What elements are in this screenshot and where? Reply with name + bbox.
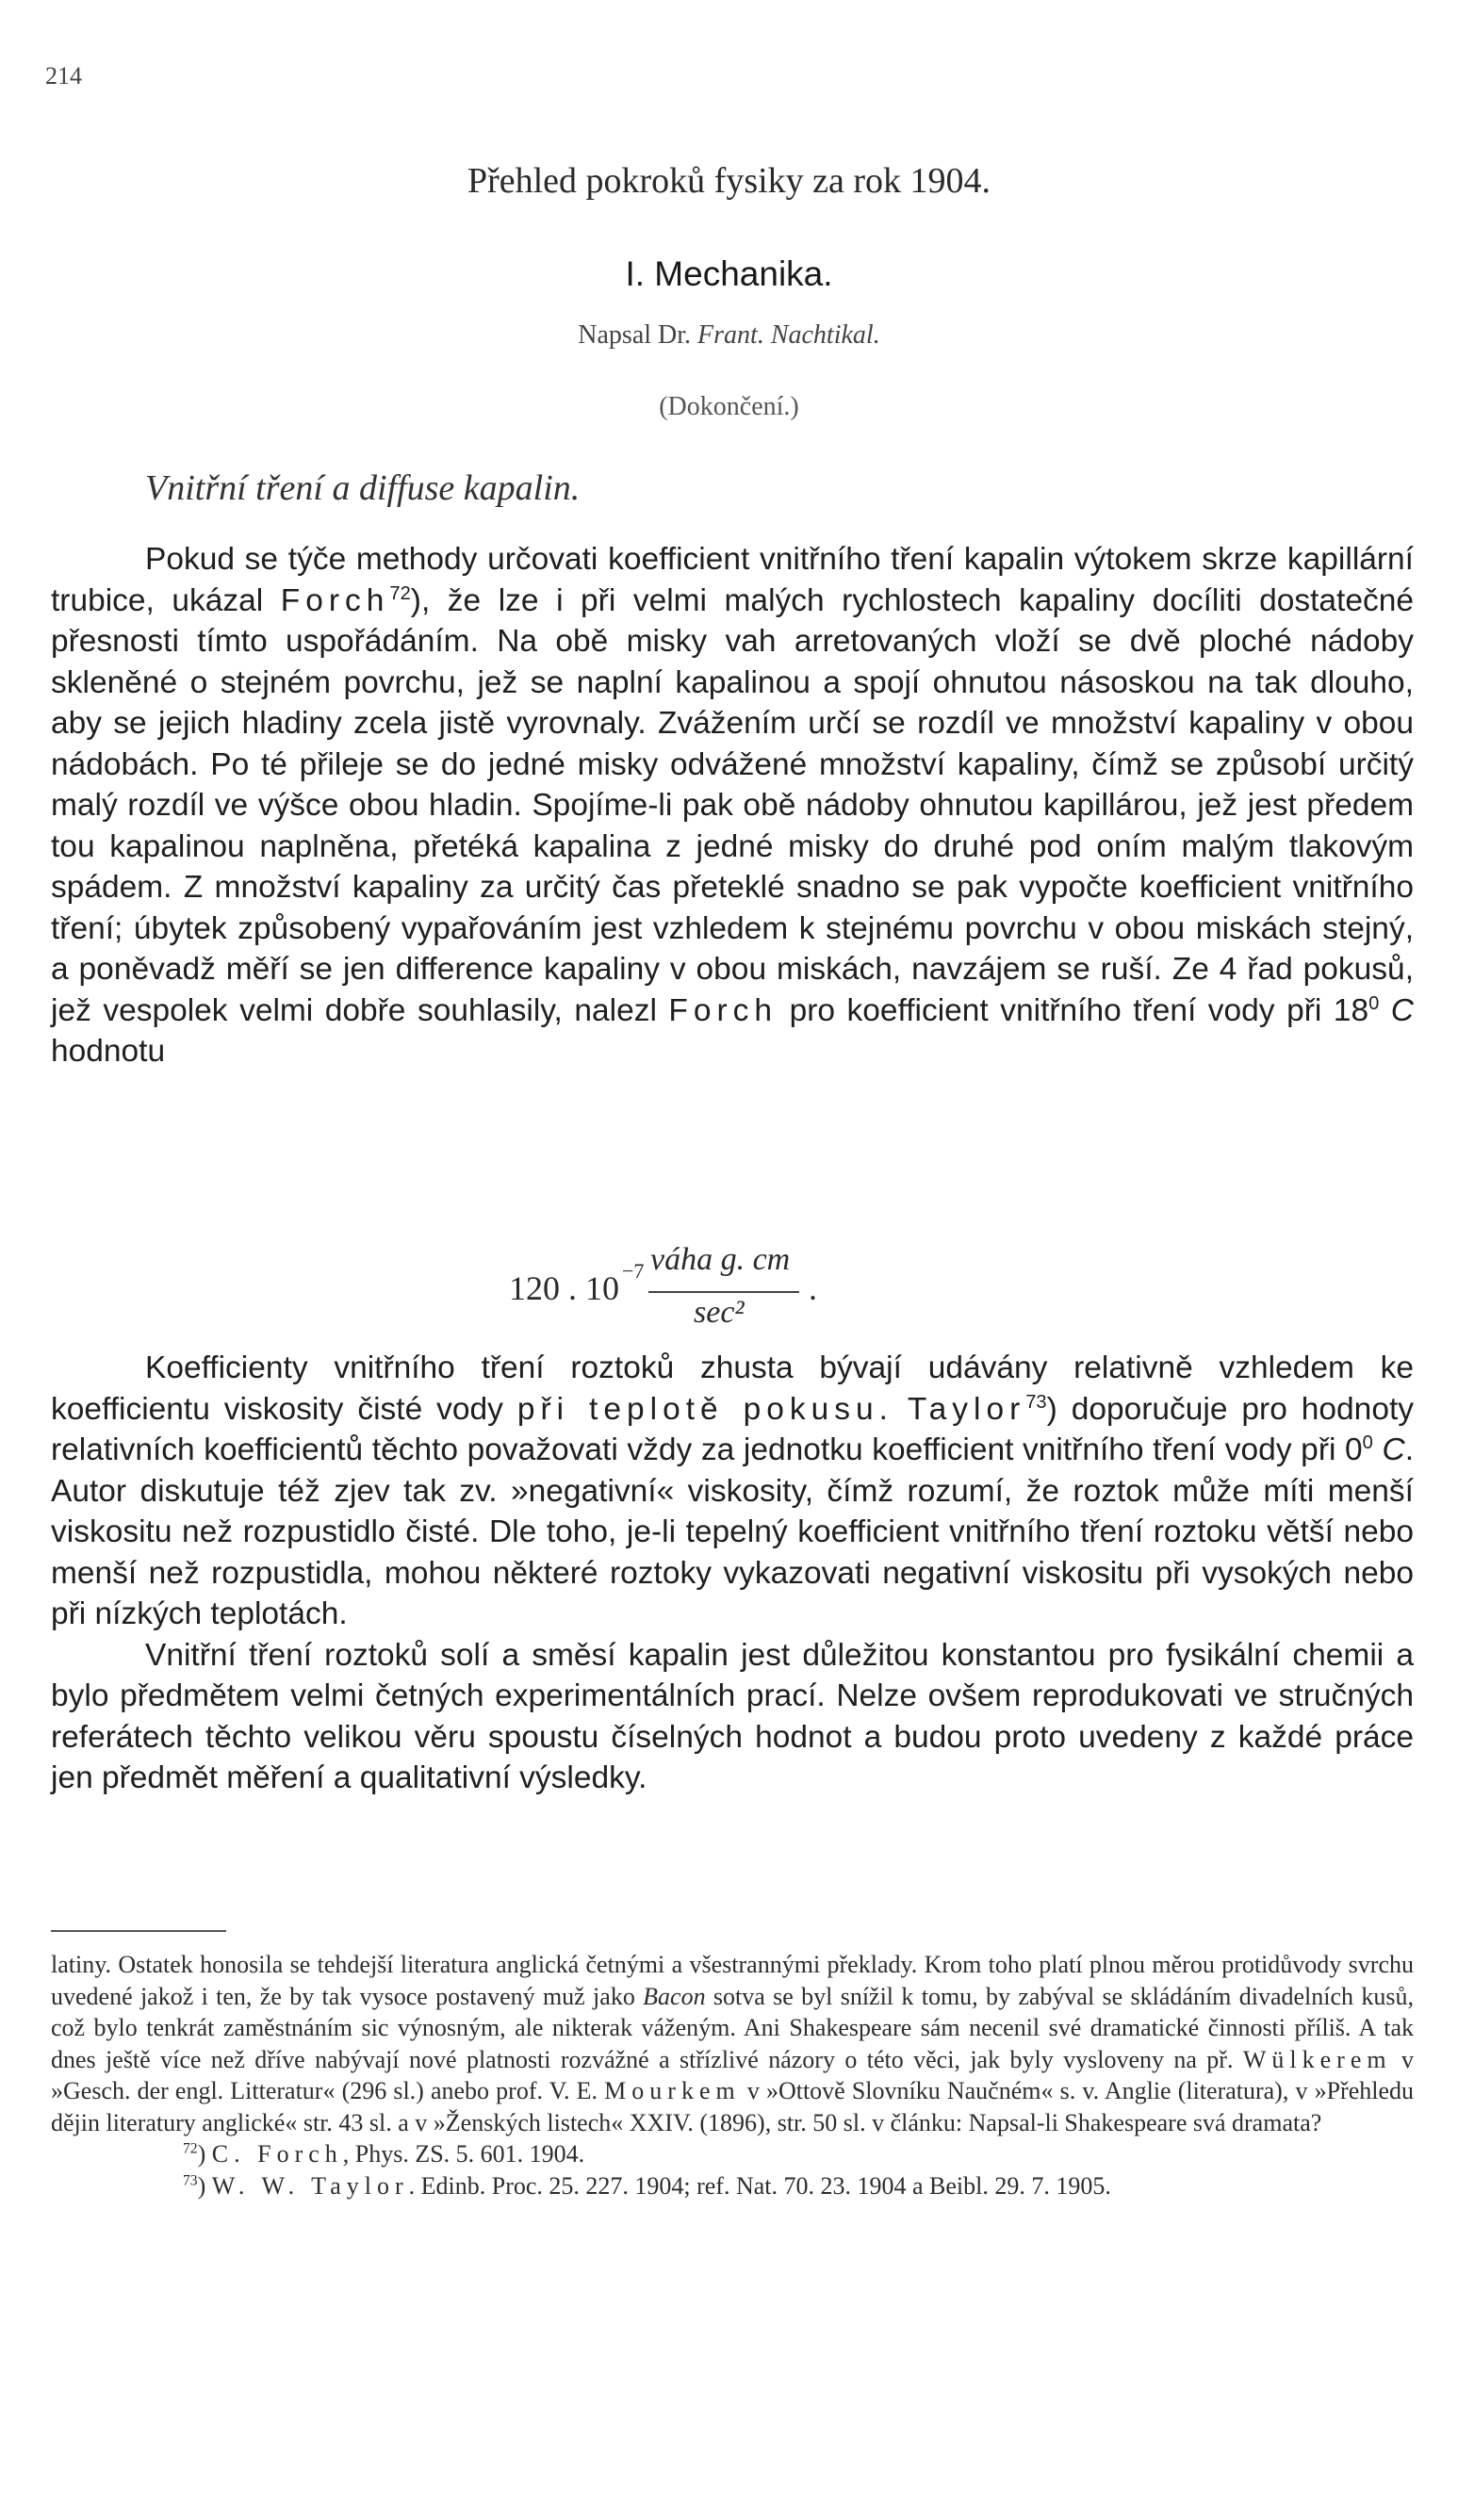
footnote-72: $^{72}$) C. Forch, Phys. ZS. 5. 601. 1904. xyxy=(183,2140,585,2168)
author-reference: Taylor xyxy=(907,1391,1026,1427)
paragraph-2 xyxy=(51,1348,1414,1635)
unit-celsius: C xyxy=(1390,992,1414,1028)
author-reference: C. Forch xyxy=(211,2140,343,2168)
continued-note: (Dokončení.) xyxy=(659,392,799,421)
author-line xyxy=(0,320,1458,351)
author-reference: Forch xyxy=(280,582,390,618)
author-reference: Wülkerem xyxy=(1242,2045,1392,2073)
footnote-text: v »Gesch. der engl. Litteratur« (296 sl.) anebo prof. V. E. xyxy=(51,2045,1415,2104)
paragraph-text: . Autor diskutuje též zjev tak zv. »negativní« viskosity, čímž rozumí, že roztok může míti menší viskositu než rozpustidlo čisté. Dle toho, je-li tepelný koefficient vnitřního tření roztoku větší nebo menší než rozpustidla, mohou některé roztoky vykazovati negativní viskositu při vysokých nebo při nízkých teplotách. xyxy=(51,1432,1414,1631)
viscosity-formula xyxy=(509,1242,980,1330)
footnote-ref: 73 xyxy=(1025,1391,1047,1413)
footnote-text: , Phys. ZS. 5. 601. 1904. xyxy=(342,2140,585,2168)
formula-numerator: váha g. cm xyxy=(650,1242,791,1277)
footnote-divider xyxy=(51,1930,226,1932)
paragraph-1: Pokud se týče methody určovati koefficient vnitřního tření kapalin výtokem skrze kapillární trubice, ukázal Forch$^{72}$), že lze i při velmi malých rychlostech kapaliny docíliti dostatečné přesnosti tímto uspořádáním. Na obě misky vah arretovaných vloží se dvě ploché nádoby skleněné o stejném povrchu, jež se naplní kapalinou a spojí ohnutou násoskou na tak dlouho, aby se jejich hladiny zcela jistě vyrovnaly. Zvážením určí se rozdíl ve množství kapaliny v obou nádobách. Po té přileje se do jedné misky odvážené množství kapaliny, čímž se způsobí určitý malý rozdíl ve výšce obou hladin. Spojíme-li pak obě nádoby ohnutou kapillárou, jež jest předem tou kapalinou naplněna, přetéká kapalina z jedné misky do druhé pod oním malým tlakovým spádem. Z množství kapaliny za určitý čas přeteklé snadno se pak vypočte koefficient vnitřního tření; úbytek způsobený vypařováním jest vzhledem k stejnému povrchu v obou miskách stejný, a poněvadž měří se jen difference kapaliny v obou miskách, navzájem se ruší. Ze 4 řad pokusů, jež vespolek velmi dobře souhlasily, nalezl Forch pro koefficient vnitřního tření vody při $18^0$ C hodnotu xyxy=(51,542,1414,1069)
footnote-number: 73 xyxy=(183,2171,198,2188)
subsection-heading: Vnitřní tření a diffuse kapalin. xyxy=(145,468,581,508)
paragraph-3: Vnitřní tření roztoků solí a směsí kapalin jest důležitou konstantou pro fysikální chemii a bylo předmětem velmi četných experimentálních prací. Nelze ovšem reprodukovati ve stručných referátech těchto velikou věru spoustu číselných hodnot a budou proto uvedeny z každé práce jen předmět měření a qualitativní výsledky. xyxy=(51,1637,1414,1795)
name-reference: Bacon xyxy=(643,1982,706,2010)
paragraph-text: Koefficienty vnitřního tření roztoků zhusta bývají udávány relativně vzhledem ke koefficientu viskosity čisté vody xyxy=(51,1350,1414,1427)
formula-exponent: −7 xyxy=(622,1259,645,1283)
paragraph-text: ) doporučuje pro hodnoty relativních koefficientů těchto považovati vždy za jednotku koefficient vnitřního tření vody při 0 xyxy=(51,1391,1415,1467)
paragraph-text: pro koefficient vnitřního tření vody při 18 xyxy=(778,992,1369,1028)
journal-title: Přehled pokroků fysiky za rok 1904. xyxy=(467,161,991,201)
formula-coefficient: 120 . 10 xyxy=(509,1269,619,1307)
formula-end: . xyxy=(809,1269,817,1307)
footnote-text: . Edinb. Proc. 25. 227. 1904; ref. Nat. 70. 23. 1904 a Beibl. 29. 7. 1905. xyxy=(408,2171,1111,2200)
paragraph-text: hodnotu xyxy=(51,1034,166,1069)
footnote-number: 72 xyxy=(183,2140,198,2157)
section-title: I. Mechanika. xyxy=(625,254,833,293)
paragraph-text: Pokud se týče methody určovati koefficient vnitřního tření kapalin výtokem skrze kapillární trubice, ukázal xyxy=(51,542,1414,618)
paragraph-text: , že lze i při velmi malých rychlostech kapaliny docíliti dostatečné přesnosti tímto uspořádáním. Na obě misky vah arretovaných vloží se dvě ploché nádoby skleněné o stejném povrchu, jež se naplní kapalinou a spojí ohnutou násoskou na tak dlouho, aby se jejich hladiny zcela jistě vyrovnaly. Zvážením určí se rozdíl ve množství kapaliny v obou nádobách. Po té přileje se do jedné misky odvážené množství kapaliny, čímž se způsobí určitý malý rozdíl ve výšce obou hladin. Spojíme-li pak obě nádoby ohnutou kapillárou, jež jest předem tou kapalinou naplněna, přetéká kapalina z jedné misky do druhé pod oním malým tlakovým spádem. Z množství kapaliny za určitý čas přeteklé snadno se pak vypočte koefficient vnitřního tření; úbytek způsobený vypařováním jest vzhledem k stejnému povrchu v obou miskách stejný, a poněvadž měří se jen difference kapaliny v obou miskách, navzájem se ruší. Ze 4 řad pokusů, jež vespolek velmi dobře souhlasily, nalezl xyxy=(51,582,1414,1028)
author-name: Frant. Nachtikal. xyxy=(697,320,880,350)
footnote-text: latiny. Ostatek honosila se tehdejší literatura anglická četnými a všestrannými překlady. Krom toho platí plnou měrou protidůvody svrchu uvedené jakož i ten, že by tak vysoce postavený muž jako xyxy=(51,1951,1414,2010)
degree-mark: 0 xyxy=(1368,992,1380,1014)
emphasis-text: při teplotě pokusu. xyxy=(516,1391,893,1427)
footnote-ref: 72 xyxy=(389,582,411,604)
author-reference: Mourkem xyxy=(604,2077,741,2104)
formula-denominator: sec² xyxy=(694,1295,745,1330)
author-reference: W. W. Taylor xyxy=(211,2171,409,2200)
footnote-continuation xyxy=(51,1949,1414,2138)
footnote-text: v »Ottově Slovníku Naučném« s. v. Anglie (literatura), v »Přehledu dějin literatury anglické« str. 43 sl. a v »Ženských listech« XXIV. (1896), str. 50 sl. v článku: Napsal-li Shakespeare svá dramata? xyxy=(51,2077,1414,2136)
footnote-text: sotva se byl snížil k tomu, by zabýval se skládáním divadelních kusů, což bylo tenkrát zaměstnáním sic výnosným, ale nikterak váženým. Ani Shakespeare sám necenil své dramatické činnosti příliš. A tak dnes ještě více než dříve nabývají nové platnosti rozvážné a střízlivé názory o této věci, jak byly vysloveny na př. xyxy=(51,1982,1414,2073)
fraction-bar xyxy=(648,1291,799,1293)
author-prefix: Napsal Dr. xyxy=(578,320,692,350)
footnotes xyxy=(51,1949,1414,2201)
footnote-73: $^{73}$) W. W. Taylor. Edinb. Proc. 25. 227. 1904; ref. Nat. 70. 23. 1904 a Beibl. 29. 7. 1905. xyxy=(183,2171,1111,2200)
degree-mark: 0 xyxy=(1362,1432,1373,1453)
unit-celsius: C xyxy=(1382,1432,1405,1467)
author-reference: Forch xyxy=(668,992,778,1028)
page-number: 214 xyxy=(45,62,82,90)
paragraph-2-3 xyxy=(51,1348,1414,1799)
